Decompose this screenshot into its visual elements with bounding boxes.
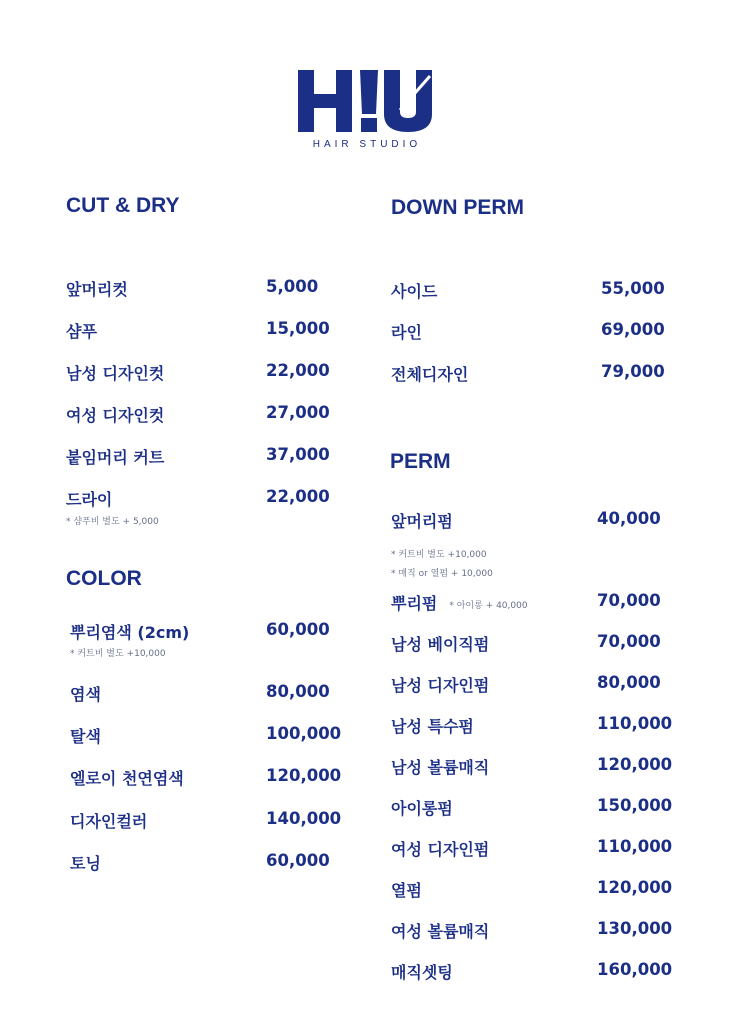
menu-item-name: 뿌리염색 (2cm) [70, 623, 190, 642]
menu-item-price: 120,000 [597, 755, 673, 774]
menu-item-price: 40,000 [597, 509, 661, 528]
menu-item-price: 60,000 [266, 851, 330, 870]
menu-item [0, 714, 750, 740]
menu-item [0, 632, 750, 658]
menu-item [0, 796, 750, 822]
menu-item [0, 320, 750, 346]
menu-item-price: 120,000 [597, 878, 673, 897]
menu-item [0, 673, 750, 699]
menu-note: * 매직 or 열펌 + 10,000 [391, 569, 493, 579]
menu-item [0, 362, 750, 388]
menu-item-name: 전체디자인 [391, 365, 469, 384]
menu-item-price: 70,000 [597, 591, 661, 610]
menu-item-name: 남성 디자인컷 [66, 364, 165, 383]
menu-item-price: 80,000 [266, 682, 330, 701]
menu-item-name: 앞머리펌 [391, 512, 453, 531]
menu-item-price: 69,000 [601, 320, 665, 339]
menu-item-price: 100,000 [266, 724, 342, 743]
menu-item-name: 토닝 [70, 854, 101, 873]
menu-item-price: 140,000 [266, 809, 342, 828]
menu-note: * 커트비 별도 +10,000 [70, 649, 166, 659]
menu-item-name: 남성 베이직펌 [391, 635, 490, 654]
menu-item-price: 70,000 [597, 632, 661, 651]
menu-item-name: 남성 디자인펌 [391, 676, 490, 695]
menu-item-price: 60,000 [266, 620, 330, 639]
brand-subtitle: HAIR STUDIO [312, 139, 422, 150]
menu-item-name: 여성 디자인컷 [66, 406, 165, 425]
menu-item-name: 앞머리컷 [66, 280, 128, 299]
menu-item-price: 160,000 [597, 960, 673, 979]
menu-item-price: 110,000 [597, 837, 673, 856]
section-title-cut-dry: CUT & DRY [66, 194, 180, 217]
menu-item-name: 붙임머리 커트 [66, 448, 165, 467]
logo-mark-icon [296, 66, 438, 138]
menu-item-name: 엘로이 천연염색 [70, 769, 184, 788]
menu-item [0, 591, 750, 617]
menu-item-price: 120,000 [266, 766, 342, 785]
menu-item-name: 드라이 [66, 490, 113, 509]
menu-item-name: 남성 볼륨매직 [391, 758, 490, 777]
menu-item-name: 열펌 [391, 881, 422, 900]
menu-item-price: 37,000 [266, 445, 330, 464]
menu-item-name: 염색 [70, 685, 101, 704]
menu-item-price: 79,000 [601, 362, 665, 381]
menu-item-name: 남성 특수펌 [391, 717, 474, 736]
menu-item-name [391, 591, 528, 614]
menu-item-price: 80,000 [597, 673, 661, 692]
menu-item [0, 755, 750, 781]
menu-item-name: 사이드 [391, 282, 438, 301]
menu-item-name: 여성 디자인펌 [391, 840, 490, 859]
menu-item-price: 15,000 [266, 319, 330, 338]
menu-item [0, 403, 750, 429]
menu-item [0, 837, 750, 863]
menu-item [0, 919, 750, 945]
menu-item [0, 279, 750, 305]
menu-item-name: 라인 [391, 323, 422, 342]
menu-note: * 샴푸비 별도 + 5,000 [66, 517, 159, 527]
section-title-down-perm: DOWN PERM [391, 196, 524, 219]
menu-item-price: 130,000 [597, 919, 673, 938]
menu-item-price: 150,000 [597, 796, 673, 815]
menu-item-name: 디자인컬러 [70, 812, 148, 831]
menu-item-note: * 아이롱 + 40,000 [449, 601, 528, 611]
menu-item [0, 445, 750, 471]
menu-item-name: 여성 볼륨매직 [391, 922, 490, 941]
section-title-color: COLOR [66, 567, 142, 590]
menu-item-name: 샴푸 [66, 322, 97, 341]
menu-item-price: 27,000 [266, 403, 330, 422]
section-title-perm: PERM [390, 450, 451, 473]
menu-item-label: 뿌리펌 [391, 594, 438, 613]
menu-item-price: 110,000 [597, 714, 673, 733]
menu-item [0, 878, 750, 904]
menu-item-name: 탈색 [70, 727, 101, 746]
menu-item [0, 960, 750, 986]
menu-item-price: 22,000 [266, 361, 330, 380]
menu-item-price: 5,000 [266, 277, 319, 296]
menu-item-name: 아이롱펌 [391, 799, 453, 818]
menu-item [0, 509, 750, 535]
menu-item-price: 22,000 [266, 487, 330, 506]
menu-item-price: 55,000 [601, 279, 665, 298]
menu-note: * 커트비 별도 +10,000 [391, 550, 487, 560]
menu-item-name: 매직셋팅 [391, 963, 453, 982]
